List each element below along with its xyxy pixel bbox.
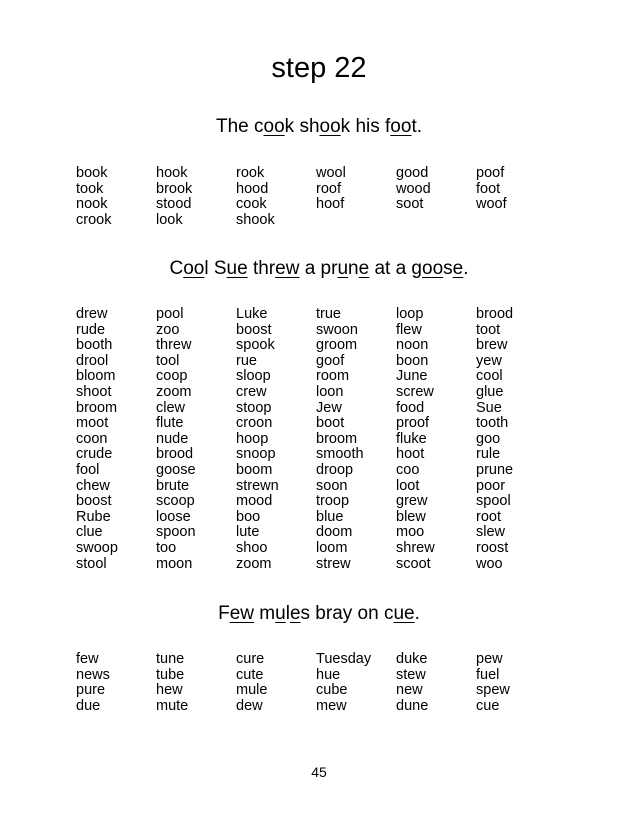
word-cell: due: [76, 697, 101, 714]
word-cell: pure: [76, 682, 106, 699]
underlined-segment: oo: [390, 116, 412, 137]
sentence-segment: t.: [411, 116, 422, 137]
word-cell: drew: [76, 306, 108, 322]
word-cell: nook: [76, 196, 108, 213]
sentence-3: [0, 603, 638, 625]
word-cell: shoot: [76, 383, 112, 400]
word-cell: good: [396, 165, 429, 181]
word-cell: proof: [396, 415, 430, 432]
word-cell: food: [396, 399, 425, 416]
word-cell: spew: [476, 682, 510, 699]
word-cell: zoo: [156, 321, 180, 338]
word-cell: soon: [316, 477, 348, 494]
underlined-segment: ew: [229, 603, 255, 624]
word-cell: loot: [396, 477, 420, 494]
word-cell: dew: [236, 697, 263, 714]
word-cell: fluke: [396, 430, 427, 447]
word-cell: root: [476, 508, 501, 525]
sentence-segment: n: [348, 258, 359, 279]
word-grid-1: [76, 166, 556, 228]
word-cell: June: [396, 368, 428, 385]
sentence-segment: thr: [247, 258, 276, 279]
word-cell: Luke: [236, 306, 268, 322]
word-cell: goose: [156, 461, 196, 478]
underlined-segment: u: [337, 258, 349, 279]
underlined-segment: oo: [319, 116, 341, 137]
word-cell: hoop: [236, 430, 269, 447]
word-cell: spoon: [156, 524, 196, 541]
word-cell: doom: [316, 524, 353, 541]
word-cell: hood: [236, 180, 269, 197]
word-cell: mood: [236, 493, 273, 510]
word-cell: sloop: [236, 368, 271, 385]
word-cell: hoof: [316, 196, 345, 213]
sentence-segment: F: [218, 603, 230, 624]
word-cell: cute: [236, 666, 264, 683]
word-cell: broom: [76, 399, 118, 416]
word-cell: spook: [236, 337, 275, 354]
word-cell: woo: [476, 555, 503, 572]
word-cell: threw: [156, 337, 192, 354]
sentence-2: [0, 258, 638, 280]
sentence-1: [0, 116, 638, 138]
word-cell: rook: [236, 165, 265, 181]
word-cell: boost: [236, 321, 272, 338]
word-cell: groom: [316, 337, 358, 354]
word-cell: pew: [476, 651, 503, 667]
word-cell: pool: [156, 306, 184, 322]
word-cell: blue: [316, 508, 344, 525]
word-cell: drool: [76, 352, 109, 369]
word-cell: room: [316, 368, 350, 385]
word-cell: hook: [156, 165, 188, 181]
word-cell: coo: [396, 461, 420, 478]
word-cell: woof: [476, 196, 507, 213]
word-cell: roof: [316, 180, 341, 197]
word-cell: swoop: [76, 539, 118, 556]
word-cell: soot: [396, 196, 424, 213]
word-cell: shrew: [396, 539, 435, 556]
word-cell: Sue: [476, 399, 502, 416]
word-cell: flew: [396, 321, 422, 338]
page-number: 45: [311, 764, 327, 780]
word-grid-2: [76, 307, 556, 572]
word-cell: cue: [476, 697, 500, 714]
word-cell: brook: [156, 180, 193, 197]
word-cell: grew: [396, 493, 428, 510]
underlined-segment: oo: [183, 258, 205, 279]
sentence-segment: k his f: [340, 116, 391, 137]
word-cell: wool: [316, 165, 346, 181]
word-cell: poof: [476, 165, 505, 181]
word-cell: slew: [476, 524, 506, 541]
word-cell: droop: [316, 461, 354, 478]
word-cell: snoop: [236, 446, 276, 463]
word-cell: tool: [156, 352, 180, 369]
word-cell: zoom: [236, 555, 272, 572]
underlined-segment: ue: [393, 603, 415, 624]
word-cell: spool: [476, 493, 511, 510]
word-cell: loop: [396, 306, 424, 322]
word-grid-3: [76, 652, 556, 714]
word-cell: glue: [476, 383, 504, 400]
word-cell: croon: [236, 415, 273, 432]
word-cell: roost: [476, 539, 509, 556]
word-cell: rule: [476, 446, 501, 463]
word-cell: brew: [476, 337, 508, 354]
word-cell: brood: [476, 306, 514, 322]
word-cell: [316, 213, 396, 229]
word-cell: boost: [76, 493, 112, 510]
word-cell: stoop: [236, 399, 272, 416]
word-cell: crook: [76, 211, 112, 228]
word-cell: brute: [156, 477, 190, 494]
word-cell: fuel: [476, 666, 500, 683]
word-cell: cool: [476, 368, 503, 385]
word-cell: bloom: [76, 368, 116, 385]
word-cell: goof: [316, 352, 345, 369]
word-cell: brood: [156, 446, 194, 463]
word-cell: goo: [476, 430, 501, 447]
sentence-segment: .: [463, 258, 469, 279]
underlined-segment: e: [289, 603, 301, 624]
word-cell: wood: [396, 180, 431, 197]
sentence-segment: The c: [216, 116, 264, 137]
word-cell: poor: [476, 477, 506, 494]
word-cell: [476, 213, 556, 229]
word-cell: stood: [156, 196, 192, 213]
word-cell: screw: [396, 383, 434, 400]
word-cell: chew: [76, 477, 110, 494]
word-cell: new: [396, 682, 423, 699]
word-cell: foot: [476, 180, 501, 197]
word-cell: cook: [236, 196, 267, 213]
word-cell: prune: [476, 461, 514, 478]
word-cell: toot: [476, 321, 501, 338]
sentence-segment: l S: [204, 258, 227, 279]
word-cell: rude: [76, 321, 106, 338]
word-cell: hoot: [396, 446, 425, 463]
word-cell: yew: [476, 352, 502, 369]
word-cell: mule: [236, 682, 268, 699]
sentence-segment: k sh: [284, 116, 320, 137]
word-cell: mute: [156, 697, 189, 714]
word-cell: [396, 213, 476, 229]
word-cell: troop: [316, 493, 350, 510]
word-cell: cure: [236, 651, 265, 667]
word-cell: lute: [236, 524, 260, 541]
word-cell: scoot: [396, 555, 431, 572]
underlined-segment: oo: [422, 258, 444, 279]
word-cell: look: [156, 211, 183, 228]
sentence-segment: C: [169, 258, 184, 279]
word-cell: strewn: [236, 477, 279, 494]
word-cell: Rube: [76, 508, 111, 525]
word-cell: booth: [76, 337, 113, 354]
word-cell: scoop: [156, 493, 195, 510]
word-cell: took: [76, 180, 104, 197]
word-cell: loon: [316, 383, 344, 400]
word-cell: dune: [396, 697, 429, 714]
underlined-segment: ue: [226, 258, 248, 279]
word-cell: boom: [236, 461, 273, 478]
word-cell: coop: [156, 368, 188, 385]
underlined-segment: u: [275, 603, 286, 624]
word-cell: true: [316, 306, 341, 322]
word-cell: swoon: [316, 321, 358, 338]
sentence-segment: s bray on c: [300, 603, 394, 624]
word-cell: too: [156, 539, 177, 556]
word-cell: broom: [316, 430, 358, 447]
word-cell: zoom: [156, 383, 192, 400]
word-cell: stew: [396, 666, 426, 683]
word-cell: tooth: [476, 415, 509, 432]
word-cell: flute: [156, 415, 184, 432]
word-cell: mew: [316, 697, 347, 714]
word-cell: loose: [156, 508, 191, 525]
word-cell: Tuesday: [316, 651, 372, 667]
word-cell: Jew: [316, 399, 342, 416]
word-cell: boo: [236, 508, 261, 525]
underlined-segment: e: [358, 258, 370, 279]
word-cell: coon: [76, 430, 108, 447]
word-cell: clue: [76, 524, 103, 541]
sentence-segment: m: [254, 603, 276, 624]
sentence-segment: s: [443, 258, 453, 279]
sentence-segment: a pr: [299, 258, 338, 279]
underlined-segment: ew: [275, 258, 300, 279]
word-cell: tune: [156, 651, 185, 667]
underlined-segment: e: [452, 258, 464, 279]
word-cell: fool: [76, 461, 100, 478]
sentence-segment: at a g: [369, 258, 423, 279]
word-cell: hew: [156, 682, 183, 699]
word-cell: stool: [76, 555, 107, 572]
word-cell: moot: [76, 415, 109, 432]
sentence-segment: .: [414, 603, 420, 624]
word-cell: crude: [76, 446, 113, 463]
word-cell: boon: [396, 352, 429, 369]
word-cell: tube: [156, 666, 185, 683]
word-cell: strew: [316, 555, 351, 572]
word-cell: duke: [396, 651, 428, 667]
word-cell: book: [76, 165, 108, 181]
word-cell: boot: [316, 415, 345, 432]
word-cell: loom: [316, 539, 348, 556]
word-cell: cube: [316, 682, 348, 699]
word-cell: nude: [156, 430, 189, 447]
word-cell: clew: [156, 399, 186, 416]
word-cell: shoo: [236, 539, 268, 556]
word-cell: shook: [236, 211, 275, 228]
word-cell: rue: [236, 352, 257, 369]
word-cell: few: [76, 651, 99, 667]
underlined-segment: oo: [263, 116, 285, 137]
word-cell: smooth: [316, 446, 364, 463]
sentence-segment: l: [285, 603, 290, 624]
word-cell: hue: [316, 666, 341, 683]
word-cell: moo: [396, 524, 425, 541]
word-cell: moon: [156, 555, 193, 572]
word-cell: crew: [236, 383, 267, 400]
word-cell: news: [76, 666, 110, 683]
word-cell: noon: [396, 337, 429, 354]
page-title: step 22: [271, 52, 367, 84]
word-cell: blew: [396, 508, 426, 525]
